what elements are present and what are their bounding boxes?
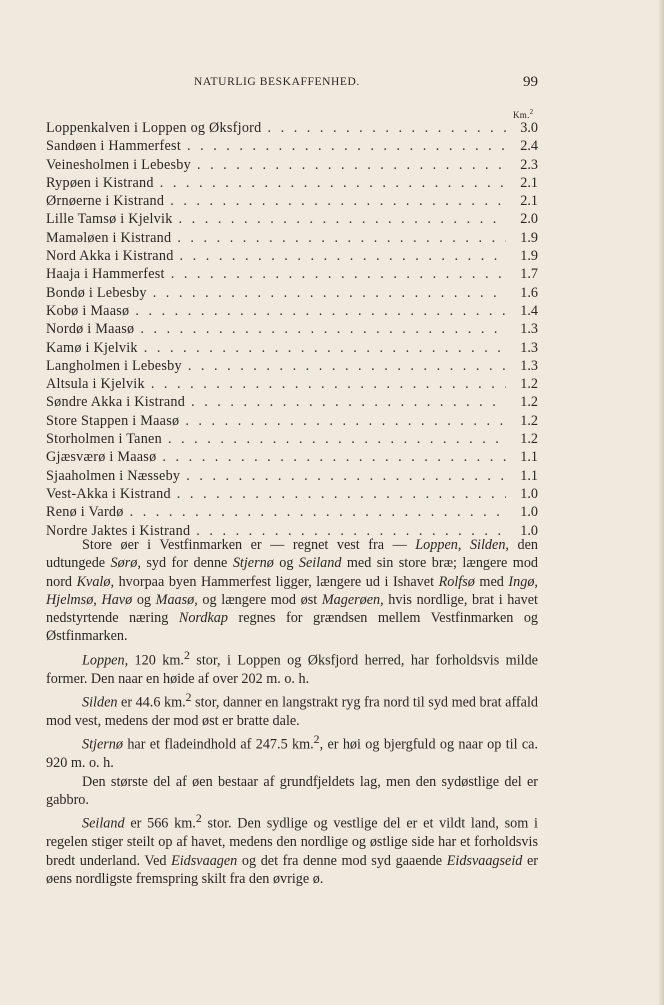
dot-leader [185,413,506,430]
page-edge-shadow [658,0,664,1005]
dot-leader [188,358,506,375]
island-name: Sjaaholmen i Næsseby [46,467,181,484]
area-value: 1.2 [520,394,538,411]
dot-leader [153,285,506,302]
area-value: 1.1 [520,449,538,466]
area-value: 1.0 [520,504,538,521]
area-value: 2.4 [520,138,538,155]
paragraph-silden: Silden er 44.6 km.$^2$ stor, danner en langstrakt ryg fra nord til syd med brat affald mod vest, medens der mod øst er bratte dale. [46,690,538,730]
paragraph-store-oer: Store øer i Vestfinmarken er — regnet vest fra — Loppen, Silden, den udtungede Sørø, syd for denne Stjernø og Seiland med sin store bræ; længere mod nord Kvalø, hvorpaa byen Hammerfest ligger, længere ud i Ishavet Rolfsø med Ingø, Hjelmsø, Havø og Maasø, og længere mod øst Magerøen, hvis nordlige, brat i havet nedstyrtende næring Nordkap regnes for grændsen mellem Vestfinmarken og Østfinmarken. [46,537,539,645]
dot-leader [268,120,507,137]
page-header [46,76,538,94]
area-value: 1.3 [520,339,538,356]
page-number: 99 [523,74,538,90]
area-value: 2.0 [520,211,538,228]
dot-leader [171,266,506,283]
dot-leader [191,394,506,411]
dot-leader [130,504,506,521]
paragraph-seiland: Seiland er 566 km.$^2$ stor. Den sydlige og vestlige del er et vildt land, som i regelen stiger steilt op af havet, medens den nordlige og østlige side har et forholdsvis bredt underland. Ved Eidsvaagen og det fra denne mod syd gaaende Eidsvaagseid er øens nordligste fremspring skilt fra den øvrige ø. [46,811,539,887]
area-value: 1.2 [520,376,538,393]
island-name: Gjæsværø i Maasø [46,449,157,466]
dot-leader [140,321,506,338]
unit-label: Km.$^2$ [513,108,534,120]
island-name: Altsula i Kjelvik [46,376,145,393]
table-row [46,266,538,284]
dot-leader [177,486,506,503]
paragraph-loppen: Loppen, 120 km.$^2$ stor, i Loppen og Øksfjord herred, har forholdsvis milde former. Den naar en høide af over 202 m. o. h. [46,647,538,687]
area-value: 1.9 [520,229,538,246]
paragraph-stjerno: Stjernø har et fladeindhold af 247.5 km.$^2$, er høi og bjergfuld og naar op til ca. 920 m. o. h. [46,732,538,772]
area-value: 1.1 [520,467,538,484]
dot-leader [187,138,506,155]
dot-leader [197,157,506,174]
table-row [46,321,538,339]
island-name: Maməløen i Kistrand [46,229,172,246]
area-value: 2.1 [520,174,538,191]
dot-leader [135,303,506,320]
table-row [46,175,538,193]
dot-leader [186,468,506,485]
area-value: 1.6 [520,284,538,301]
island-name: Langholmen i Lebesby [46,357,182,374]
running-title: NATURLIG BESKAFFENHED. [194,76,360,88]
island-name: Loppenkalven i Loppen og Øksfjord [46,120,262,136]
dot-leader [151,376,506,393]
island-name: Vest-Akka i Kistrand [46,485,171,502]
table-row [46,303,538,321]
dot-leader [168,431,506,448]
table-row [46,248,538,266]
island-area-table [46,120,538,541]
table-row [46,449,538,467]
island-name: Lille Tamsø i Kjelvik [46,211,173,228]
dot-leader [180,248,506,265]
table-row [46,431,538,449]
area-value: 3.0 [520,120,538,136]
area-value: 1.3 [520,321,538,338]
table-row [46,394,538,412]
island-name: Kobø i Maasø [46,302,130,319]
island-name: Nord Akka i Kistrand [46,248,174,265]
island-name: Sandøen i Hammerfest [46,138,182,155]
area-value: 2.1 [520,193,538,210]
table-row [46,340,538,358]
island-name: Haaja i Hammerfest [46,266,165,283]
area-value: 2.3 [520,156,538,173]
table-row [46,468,538,486]
island-name: Storholmen i Tanen [46,431,162,448]
area-value: 1.4 [520,302,538,319]
table-row [46,376,538,394]
island-name: Søndre Akka i Kistrand [46,394,186,411]
dot-leader [160,175,506,192]
area-value: 1.7 [520,266,538,283]
area-value: 1.2 [520,412,538,429]
table-row [46,157,538,175]
dot-leader [170,193,506,210]
area-value: 1.9 [520,248,538,265]
table-row [46,504,538,522]
table-row [46,413,538,431]
area-value: 1.3 [520,357,538,374]
table-row [46,211,538,229]
island-name: Renø i Vardø [46,504,124,521]
area-value: 1.0 [520,522,538,539]
island-name: Bondø i Lebesby [46,284,147,301]
table-row [46,486,538,504]
dot-leader [177,230,506,247]
paragraph-geology: Den største del af øen bestaar af grundfjeldets lag, men den sydøstlige del er gabbro. [46,773,538,809]
table-row [46,120,538,138]
dot-leader [179,211,506,228]
area-value: 1.0 [520,485,538,502]
island-name: Ørnøerne i Kistrand [46,193,165,210]
table-row [46,230,538,248]
island-name: Rypøen i Kistrand [46,174,154,191]
area-value: 1.2 [520,431,538,448]
table-row [46,358,538,376]
island-name: Veinesholmen i Lebesby [46,156,191,173]
body-text [46,536,538,888]
island-name: Nordø i Maasø [46,321,135,338]
table-row [46,138,538,156]
island-name: Kamø i Kjelvik [46,339,138,356]
table-row [46,285,538,303]
dot-leader [162,449,506,466]
island-name: Nordre Jaktes i Kistrand [46,522,191,539]
dot-leader [144,340,506,357]
table-row [46,193,538,211]
island-name: Store Stappen i Maasø [46,412,180,429]
